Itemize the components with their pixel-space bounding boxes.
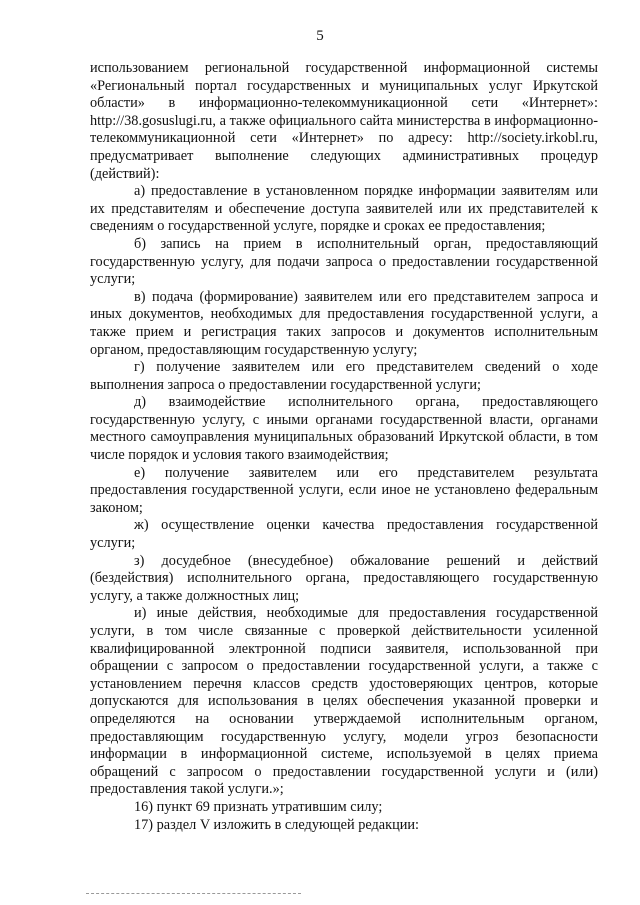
list-item-i: и) иные действия, необходимые для предоставления государственной услуги, в том числе связанные с проверкой действительности усиленной квалифицированной электронной подписи заявителя, использованной при обращении с запросом о предоставлении государственной услуги, а также с установлением перечня классов средств удостоверяющих центров, которые допускаются для использования в целях обеспечения указанной проверки и определяются на основании утверждаемой исполнительным органом, предоставляющим государственную услугу, модели угроз безопасности информации в информационной системе, используемой в целях приема обращений с запросом о предоставлении государственной услуги и (или) предоставления такой услуги.»; (90, 605, 598, 798)
page-number: 5 (316, 28, 324, 44)
list-item-v: в) подача (формирование) заявителем или его представителем запроса и иных документов, необходимых для предоставления государственной услуги, а также прием и регистрация таких запросов и документов исполнительным органом, предоставляющим государственную услугу; (90, 288, 598, 358)
list-item-a: а) предоставление в установленном порядке информации заявителям или их представителям и обеспечение доступа заявителей или их представителей к сведениям о государственной услуге, порядке и сроках ее предоставления; (90, 183, 598, 235)
footer-divider (86, 893, 301, 894)
list-item-zh: ж) осуществление оценки качества предоставления государственной услуги; (90, 517, 598, 552)
document-body (90, 60, 598, 834)
list-item-b: б) запись на прием в исполнительный орган, предоставляющий государственную услугу, для подачи запроса о предоставлении государственной услуги; (90, 235, 598, 288)
amendment-item-16: 16) пункт 69 признать утратившим силу; (134, 798, 383, 815)
list-item-z: з) досудебное (внесудебное) обжалование решений и действий (бездействия) исполнительного органа, предоставляющего государственную услугу, а также должностных лиц; (90, 552, 598, 604)
list-item-d: д) взаимодействие исполнительного органа, предоставляющего государственную услугу, с иными органами государственной власти, органами местного самоуправления муниципальных образований Иркутской области, в том числе порядок и условия такого взаимодействия; (90, 394, 598, 464)
list-item-g: г) получение заявителем или его представителем сведений о ходе выполнения запроса о предоставлении государственной услуги; (90, 359, 598, 393)
list-item-e: е) получение заявителем или его представителем результата предоставления государственной услуги, если иное не установлено федеральным законом; (90, 464, 598, 516)
amendment-item-17: 17) раздел V изложить в следующей редакции: (134, 816, 420, 833)
paragraph-intro: использованием региональной государственной информационной системы «Региональный портал государственных и муниципальных услуг Иркутской области» в информационно-телекоммуникационной сети «Интернет»: http://38.gosuslugi.ru, а также официального сайта министерства в информационно-телекоммуникационной сети «Интернет» по адресу: http://society.irkobl.ru, предусматривает выполнение следующих административных процедур (действий): (90, 60, 598, 182)
